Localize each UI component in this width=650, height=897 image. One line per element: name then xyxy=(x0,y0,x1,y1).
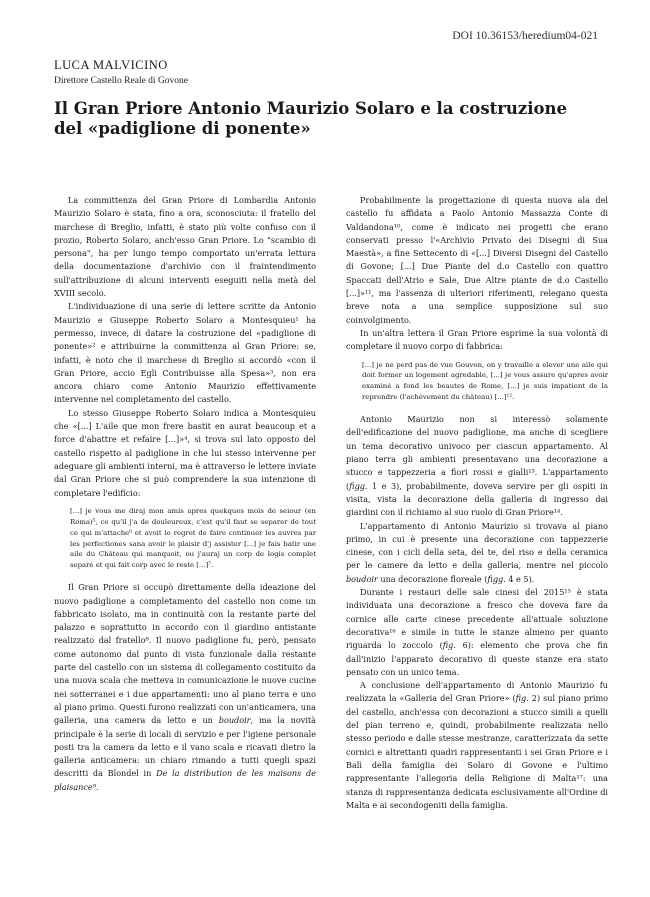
article-title-line-2: del «padiglione di ponente» xyxy=(54,118,311,138)
text-run: 1 e 3), probabilmente, doveva servire per gli ospiti in visita, vista la decorazione della galleria di ingresso dai giardini con il richiamo al suo ruolo di Gran Priore¹⁴. xyxy=(346,480,608,518)
article-title xyxy=(54,99,614,138)
doi-label: DOI 10.36153/heredium04-021 xyxy=(452,30,598,42)
italic-term: boudoir xyxy=(218,715,251,726)
text-run: 4 e 5). xyxy=(505,573,535,584)
paragraph xyxy=(346,679,608,812)
paragraph: La committenza del Gran Priore di Lombardia Antonio Maurizio Solaro è stata, fino a ora, sconosciuta: il fratello del marchese di Breglio, infatti, è stato più volte confuso con il prozio, Roberto Solaro, anch'esso Gran Priore. Lo "scambio di persona", ha per lungo tempo comportato un'errata lettura della documentazione d'archivio con il fraintendimento sull'attribuzione di alcuni interventi eseguiti nella metà del XVIII secolo. xyxy=(54,195,316,299)
book-title: De la distribution de les maisons de plaisance xyxy=(54,768,316,792)
author-name: LUCA MALVICINO xyxy=(54,58,168,72)
text-run: Il Gran Priore si occupò direttamente della ideazione del nuovo padiglione a completamento del castello non come un fabbricato isolato, ma in continuità con la restante parte del palazzo e soprattutto in accordo con il giardino antistante realizzato dal fratello⁸. Il nuovo padiglione fu, però, pensato come autonomo dal punto di vista funzionale dalla restante parte del castello con un sistema di collegamento costituito da una nuova scala che metteva in comunicazione le nuove cucine nei sotterranei e i due appartamenti: uno al piano terra e uno al piano primo. Questi furono realizzati con un'anticamera, una galleria, una camera da letto e un xyxy=(54,582,316,726)
text-run: A conclusione dell'appartamento di Antonio Maurizio fu realizzata la «Galleria del Gran Priore» ( xyxy=(346,680,608,704)
paragraph: L'individuazione di una serie di lettere scritte da Antonio Maurizio e Giuseppe Roberto Solaro a Montesquieu¹ ha permesso, invece, di datare la costruzione del «padiglione di ponente»² e attribuirne la committenza al Gran Priore: se, infatti, è noto che il marchese di Breglio si accordò «con il Gran Priore, accio Egli Contribuisse alla Spesa»³, non era ancora chiaro come Antonio Maurizio effettivamente intervenne nel completamento del castello. xyxy=(54,301,316,405)
text-run: Durante i restauri delle sale cinesi del 2015¹⁵ è stata individuata una decorazione a fresco che doveva fare da cornice alle carte cinese precedente all'attuale soluzione decorativa¹⁶ e simile in tutte le stanze almeno per quanto riguarda lo zoccolo ( xyxy=(346,587,608,651)
italic-term: boudoir xyxy=(346,573,378,584)
paragraph xyxy=(346,413,608,519)
italic-term: fig. xyxy=(442,640,456,651)
text-run: 6): elemento che prova che fin dall'inizio l'apparato decorativo di queste stanze era stato pensato con un unico tema. xyxy=(346,640,608,677)
text-run: L'appartamento di Antonio Maurizio si trovava al piano primo, in cui è presente una decorazione con tappezzerie cinese, con i cicli della seta, del te, del riso e della ceramica per le camere da letto e della galleria, mentre nel piccolo xyxy=(346,520,608,571)
text-run: Antonio Maurizio non si interessò solamente dell'edificazione del nuovo padiglione, ma anche di scegliere un tema decorativo univoco per ciascun appartamento. Al piano terra gli ambienti presentavano una decorazione a stucco e tappezzeria a fiori rossi e gialli¹³. L'appartamento ( xyxy=(346,414,608,491)
left-column xyxy=(54,194,316,794)
italic-term: figg. xyxy=(487,573,506,584)
text-run: 2) sul piano primo del castello, anch'essa con decorazioni a stucco simili a quelli del pian terreno e, quindi, probabilmente realizzata nello stesso periodo e dalle stesse mestranze, caratterizzata da sette cornici e altrettanti quadri rappresentanti i sei Gran Priore e i Balì della famiglia dei Solaro di Govone e l'ultimo rappresentante l'allegoria della Religione di Malta¹⁷: una stanza di rappresentanza dedicata esclusivamente all'Ordine di Malta e ai secondogeniti della famiglia. xyxy=(346,693,609,810)
paragraph: Lo stesso Giuseppe Roberto Solaro indica a Montesquieu che «[...] L'aile que mon frere bastit en aurat beaucoup et a force d'abattre et refaire [...]»⁴, si trova sul lato opposto del castello rispetto al padiglione in che lui stesso intervenne per adeguare gli ambienti interni, ma è attraverso le lettere inviate dal Gran Priore che si può comprendere la sua intenzione di completare l'edificio: xyxy=(54,407,316,498)
article-title-line-1: Il Gran Priore Antonio Maurizio Solaro e la costruzione xyxy=(54,99,568,118)
text-run: ⁹. xyxy=(92,781,99,792)
italic-term: fig. xyxy=(515,693,529,704)
right-column xyxy=(346,194,608,812)
paragraph xyxy=(346,520,608,586)
block-quote: [...] je vous me diraj mon amis apres quekques mois de seiour (en Roma)⁵, ce qu'il j'a de douleureux, c'est qu'il faut se separer de tout ce qui m'attache⁶ et avoit le regret de faire continuer les auvres par les perfectiones sana avoir le plaisir d'j assister [...] je fais batir une aile du Château qui manquoit, ou j'auraj un corp de logis complet separé et qui fait corp avec le reste [...]⁷. xyxy=(70,506,316,570)
block-quote: [...] je ne perd pas de vue Gouvon, on y travaille a elever une aile qui doit former un logement agredable, [...] je vous assure qu'apres avoir examiné a fond les beautes de Rome, [...] je suis impatient de la reprendre (l'achèvement du château) [...]¹². xyxy=(362,360,608,402)
paragraph xyxy=(346,586,608,679)
italic-term: figg. xyxy=(349,480,368,491)
text-run: una decorazione floreale ( xyxy=(377,573,488,584)
paragraph: In un'altra lettera il Gran Priore esprime la sua volontà di completare il nuovo corpo di fabbrica: xyxy=(346,327,608,352)
paragraph xyxy=(54,581,316,794)
text-run: , ma la novità principale è la serie di locali di servizio e per l'igiene personale posti tra la camera da letto e il vano scala e ricavati dietro la galleria anticamera: un chiaro rimando a tutti quegli spazi descritti da Blondel in xyxy=(54,715,317,779)
paragraph: Probabilmente la progettazione di questa nuova ala del castello fu affidata a Paolo Antonio Massazza Conte di Valdandona¹⁰, come è indicato nei progetti che erano conservati presso l'«Archivio Privato dei Disegni di Sua Maestà», a fine Settecento di «[...] Diversi Disegni del Castello di Govone; [...] Due Piante del d.o Castello con quattro Spaccati dell'Atrio e Sale, Due Altre piante de d.o Castello [...]»¹¹, ma l'assenza di ulteriori riferimenti, relegano questa breve nota a una semplice supposizione sul suo coinvolgimento. xyxy=(346,195,608,325)
author-affiliation: Direttore Castello Reale di Govone xyxy=(54,76,189,86)
